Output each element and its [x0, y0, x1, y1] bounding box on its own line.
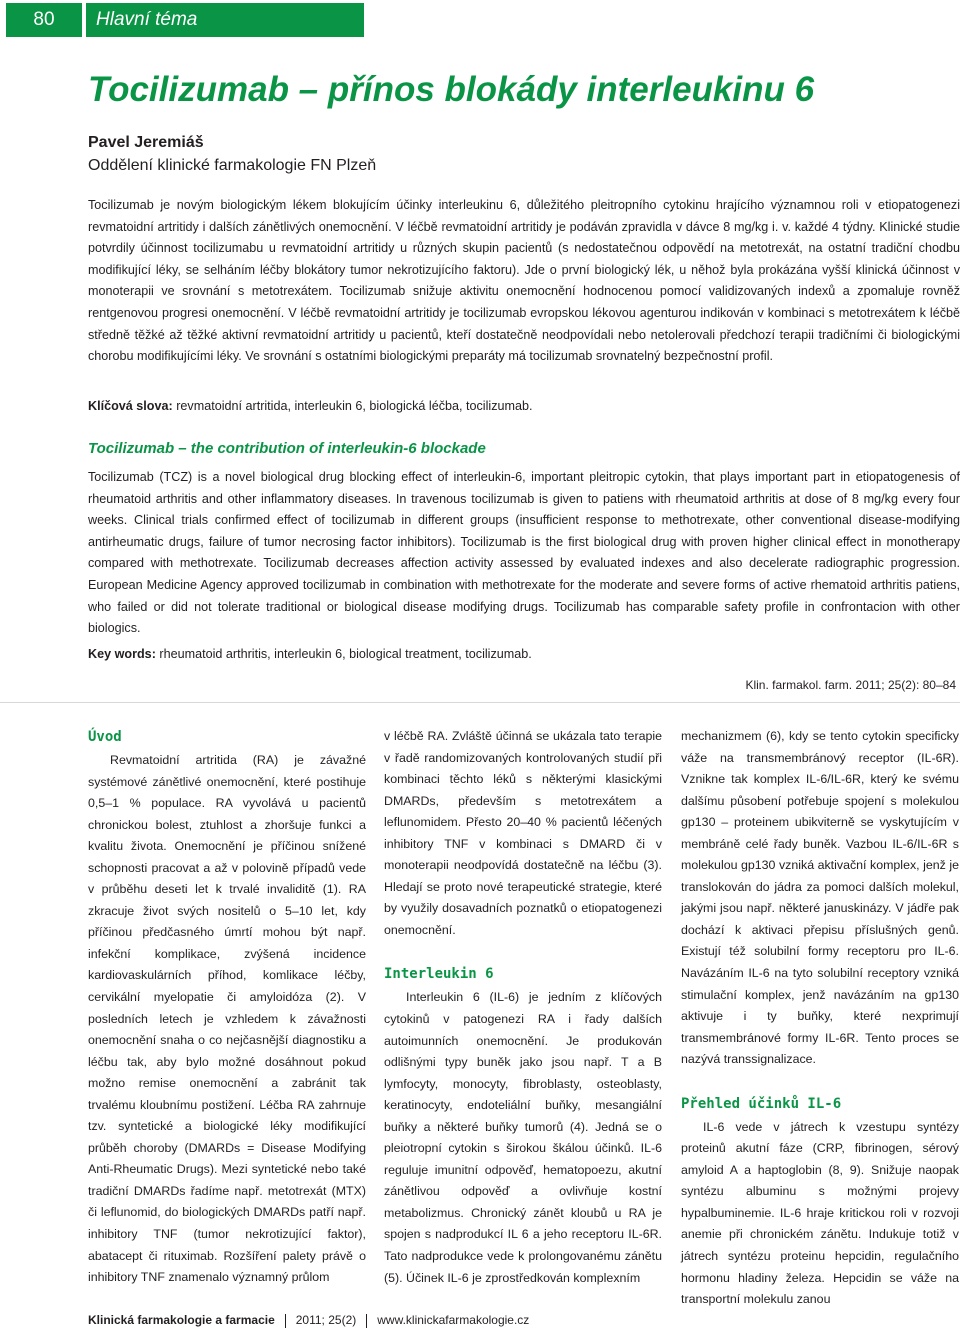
paragraph: IL-6 vede v játrech k vzestupu syntézy proteinů akutní fáze (CRP, fibrinogen, sérový amyloid A a haptoglobin (8, 9). Snižuje naopak syntézu albuminu s možnými projevy hypalbuminemie. IL-6 hraje kritickou roli v rozvoji anemie při chronickém zánětu. Indukuje totiž v játrech syntézu proteinu hepcidin, regulačního hormonu hladiny železa. Hepcidin se váže na transportní molekulu zanou — [681, 1119, 959, 1307]
body-column-3 — [681, 726, 959, 1311]
page-footer — [88, 1313, 529, 1328]
heading-prehled-ucinku: Přehled účinků IL-6 — [681, 1095, 842, 1112]
keywords-en-text: rheumatoid arthritis, interleukin 6, biological treatment, tocilizumab. — [155, 647, 532, 661]
page-number: 80 — [6, 3, 82, 37]
footer-separator — [366, 1314, 367, 1328]
keywords-cz — [88, 396, 960, 417]
keywords-en — [88, 644, 960, 665]
footer-issue: 2011; 25(2) — [295, 1313, 357, 1327]
english-title: Tocilizumab – the contribution of interleukin-6 blockade — [88, 440, 486, 457]
footer-url[interactable]: www.klinickafarmakologie.cz — [377, 1313, 530, 1327]
heading-uvod: Úvod — [88, 729, 122, 745]
paragraph: Interleukin 6 (IL-6) je jedním z klíčových cytokinů v patogenezi RA i řady dalších autoimunních onemocnění. Je produkován odlišnými typy buněk jako jsou např. T a B lymfocyty, monocyty, fibroblasty, osteoblasty, keratinocyty, endoteliální buňky, mesangiální buňky a některé buňky tumorů (4). Jedná se o pleiotropní cytokin s širokou škálou účinků. IL-6 reguluje imunitní odpověď, hematopoezu, akutní zánětlivou odpověď a ovlivňuje kostní metabolizmus. Chronický zánět kloubů u RA je spojen s nadprodukcí IL 6 a jeho receptoru IL-6R. Tato nadprodukce vede k prolongovanému zánětu (5). Účinek IL-6 je zprostředkován komplexním — [384, 990, 662, 1285]
author-name: Pavel Jeremiáš — [88, 134, 204, 151]
keywords-cz-label: Klíčová slova: — [88, 399, 173, 413]
keywords-en-label: Key words: — [88, 647, 156, 661]
abstract-cz: Tocilizumab je novým biologickým lékem blokujícím účinky interleukinu 6, důležitého pleitropního cytokinu hrajícího významnou roli v etiopatogenezi revmatoidní artritidy i dalších zánětlivých onemocnění. V léčbě revmatoidní artritidy je podáván zpravidla v dávce 8 mg/kg i. v. každé 4 týdny. Klinické studie potvrdily účinnost tocilizumabu u revmatoidní artritidy u různých skupin pacientů (s nedostatečnou odpovědí na metotrexát, na ostatní tradiční chodbu modifikující léky, se selháním léčby blokátory tumor nekrotizujícího faktoru). Jde o první biologický lék, u něhož byla prokázána vyšší klinická účinnost v monoterapii ve srovnání s metotrexátem. Tocilizumab snižuje aktivitu onemocnění hodnocenou pomocí validizovaných indexů a zpomaluje rovněž rentgenovou progresi onemocnění. V léčbě revmatoidní artritidy je tocilizumab evropskou lékovou agenturou indikován v kombinaci s metotrexátem k léčbě středně těžké až těžké aktivní revmatoidní artritidy u pacientů, kteří dostatečně neodpovídali nebo netolerovali předchozí terapii tradičními či biologickými chorobu modifikujícími léky. Ve srovnání s ostatními biologickými preparáty má tocilizumab srovnatelný bezpečnostní profil. — [88, 198, 960, 364]
body-column-2 — [384, 726, 662, 1289]
article-title: Tocilizumab – přínos blokády interleukinu 6 — [88, 70, 815, 109]
body-column-1 — [88, 726, 366, 1289]
paragraph: Revmatoidní artritida (RA) je závažné systémové zánětlivé onemocnění, které postihuje 0,5–1 % populace. RA vyvolává u pacientů chronickou bolest, ztuhlost a zhoršuje funkci a kvalitu života. Onemocnění je příčinou snížené schopnosti pracovat a až v polovině případů vede v průběhu deseti let k trvalé invaliditě (1). RA zkracuje život svých nositelů o 5–10 let, kdy příčinou předčasného úmrtí mohou být např. infekční komplikace, zvýšená incidence kardiovaskulárních příhod, komlikace léčby, cervikální myelopatie či amyloidóza (2). V posledních letech je vzhledem k závažnosti onemocnění snaha o co nejčasnější diagnostiku a léčbu tak, aby bylo možné dosáhnout pokud možno remise onemocnění a zabránit tak trvalému kloubnímu postižení. Léčba RA zahrnuje tzv. syntetické a biologické léky modifikující průběh choroby (DMARDs = Disease Modifying Anti-Rheumatic Drugs). Mezi syntetické nebo také tradiční DMARDs řadíme např. metotrexát (MTX) či leflunomid, do biologických DMARDs patří např. inhibitory TNF (tumor nekrotizující faktor), abatacept či rituximab. Rozšíření palety právě o inhibitory TNF znamenalo významný průlom — [88, 753, 366, 1285]
paragraph: mechanizmem (6), kdy se tento cytokin specificky váže na transmembránový receptor (IL-6R). Vznikne tak komplex IL-6/IL-6R, který ke svému dalšímu působení potřebuje spojení s molekulou gp130 – proteinem ubikviterně se vyskytujícím v membráně celé řady buněk. Vazbou IL-6/IL-6R s molekulou gp130 vzniká aktivační komplex, jenž je translokován do jádra za pomoci dalších molekul, jakými jsou např. některé januskinázy. V jádře pak dochází k aktivaci přepisu příslušných genů. Existují též solubilní formy receptoru pro IL-6. Navázáním IL-6 na tyto solubilní receptory vzniká stimulační komplex, jenž navázáním na gp130 aktivuje i ty buňky, které nexprimují transmembránové formy IL-6R. Tento proces se nazývá transsignalizace. — [681, 729, 959, 1067]
footer-journal: Klinická farmakologie a farmacie — [88, 1313, 275, 1327]
paragraph: v léčbě RA. Zvláště účinná se ukázala tato terapie v řadě randomizovaných kontrolovaných studií při kombinaci těchto léků s některými klasickými DMARDs, především s metotrexátem a leflunomidem. Přesto 20–40 % pacientů léčených inhibitory TNF v kombinaci s DMARD či v monoterapii neodpovídá dostatečně na léčbu (3). Hledají se proto nové terapeutické strategie, které by využily dosavadních poznatků o etiopatogenezi onemocnění. — [384, 729, 662, 937]
keywords-cz-text: revmatoidní artritida, interleukin 6, biologická léčba, tocilizumab. — [172, 399, 533, 413]
author-affiliation: Oddělení klinické farmakologie FN Plzeň — [88, 157, 377, 174]
heading-interleukin-6: Interleukin 6 — [384, 966, 494, 983]
footer-separator — [285, 1314, 286, 1328]
section-label: Hlavní téma — [86, 3, 364, 37]
journal-citation: Klin. farmakol. farm. 2011; 25(2): 80–84 — [745, 678, 956, 692]
page-header — [0, 0, 960, 40]
divider — [0, 702, 960, 703]
abstract-en: Tocilizumab (TCZ) is a novel biological drug blocking effect of interleukin-6, important pleitropic cytokin, that plays important part in etiopatogenesis of rheumatoid arthritis and other inflammatory diseases. In travenous tocilizumab is given to patiens with rheumatoid arthritis at dose of 8 mg/kg every four weeks. Clinical trials confirmed effect of tocilizumab in different groups (insufficient response to methotrexate, other conventional disease-modifying antirheumatic drugs, failure of tumor necrosing factor inhibitors). Tocilizumab is the first biological drug with proven higher clinical effect in monotherapy compared with methotrexate. Tocilizumab decreases affection activity assessed by evaluated indexes and also decelerate radiographic progression. European Medicine Agency approved tocilizumab in combination with methotrexate for the moderate and severe forms of active rhematoid arthritis patiens, who failed or did not tolerate traditional or biological disease modifying drugs. Tocilizumab has comparable safety profile in confrontacion with other biologics. — [88, 470, 960, 636]
